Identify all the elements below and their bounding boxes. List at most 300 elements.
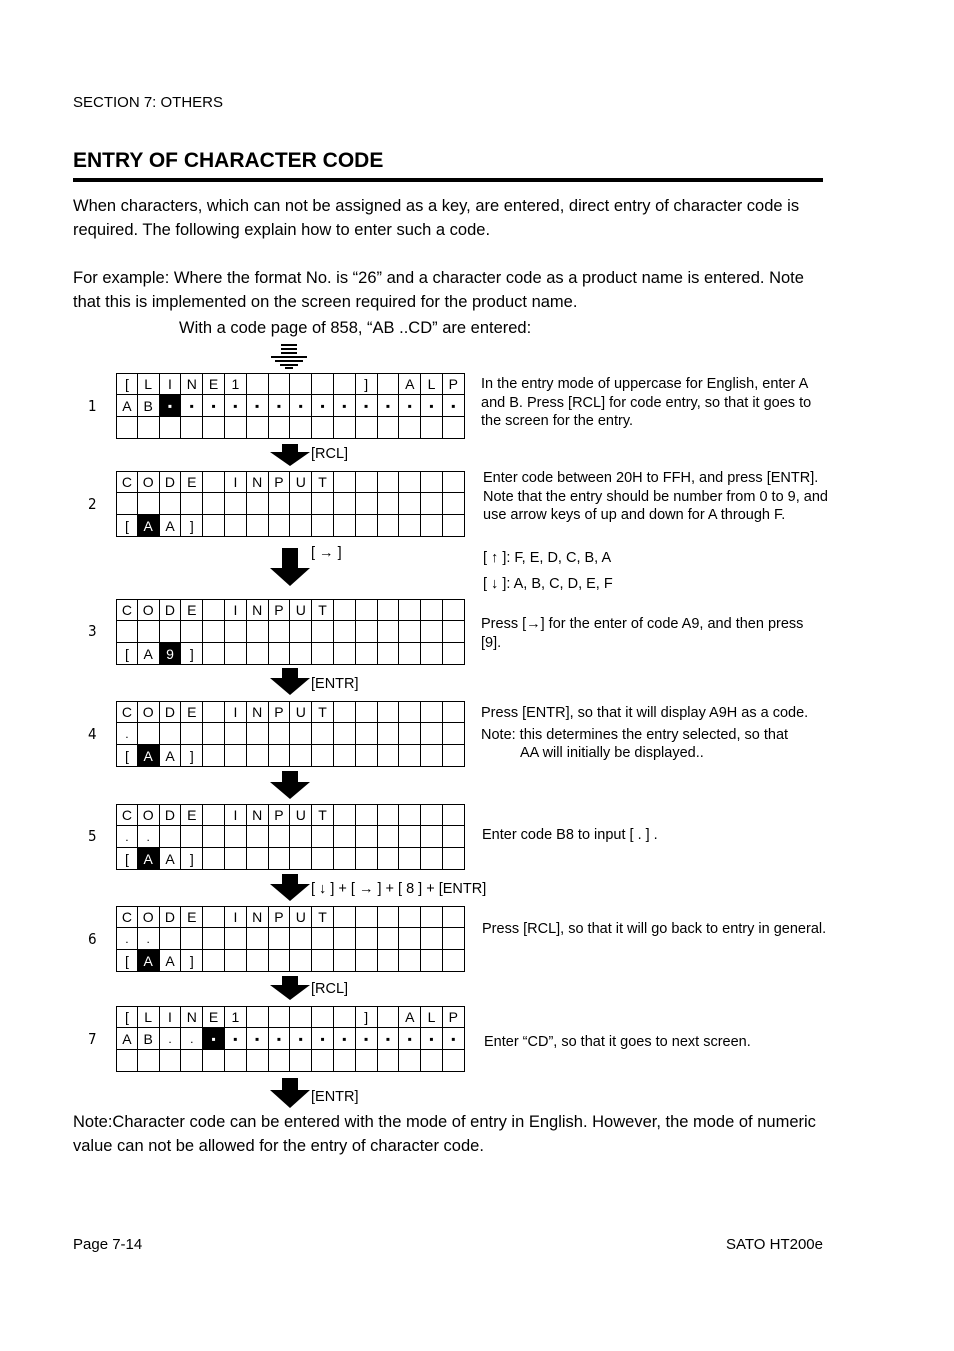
lcd-cell: E bbox=[203, 1006, 225, 1028]
lcd-cell bbox=[203, 471, 225, 493]
lcd-cell bbox=[160, 493, 182, 515]
lcd-cell bbox=[225, 745, 247, 767]
start-arrow-icon bbox=[268, 344, 310, 370]
lcd-cell bbox=[334, 471, 356, 493]
step-number-1: 1 bbox=[88, 397, 97, 415]
lcd-cell: ▪ bbox=[269, 1028, 291, 1050]
lcd-cell bbox=[421, 1050, 443, 1072]
lcd-cell bbox=[443, 906, 465, 928]
lcd-cell bbox=[356, 804, 378, 826]
lcd-cell bbox=[225, 643, 247, 665]
lcd-cell bbox=[203, 493, 225, 515]
lcd-screen-4 bbox=[116, 701, 465, 767]
lcd-cell: D bbox=[160, 471, 182, 493]
lcd-cell: ▪ bbox=[334, 1028, 356, 1050]
lcd-cell: B bbox=[138, 1028, 160, 1050]
lcd-row bbox=[116, 417, 465, 439]
lcd-cell bbox=[399, 515, 421, 537]
lcd-cell: ▪ bbox=[247, 395, 269, 417]
lcd-cell: ] bbox=[181, 515, 203, 537]
lcd-cell: P bbox=[269, 599, 291, 621]
lcd-cell bbox=[269, 621, 291, 643]
lcd-cell: ] bbox=[356, 1006, 378, 1028]
lcd-cell bbox=[312, 417, 334, 439]
lcd-cell bbox=[443, 621, 465, 643]
lcd-cell bbox=[138, 493, 160, 515]
lcd-cell bbox=[290, 723, 312, 745]
lcd-cell bbox=[160, 826, 182, 848]
lcd-cell: E bbox=[181, 471, 203, 493]
lcd-row bbox=[116, 1028, 465, 1050]
lcd-cell: D bbox=[160, 701, 182, 723]
down-arrow-icon bbox=[270, 771, 310, 799]
lcd-cell: [ bbox=[116, 515, 138, 537]
lcd-cell bbox=[160, 417, 182, 439]
lcd-cell bbox=[247, 493, 269, 515]
lcd-cell bbox=[378, 493, 400, 515]
lcd-cell bbox=[334, 804, 356, 826]
step-number-7: 7 bbox=[88, 1030, 97, 1048]
lcd-cell bbox=[378, 417, 400, 439]
lcd-cell bbox=[225, 950, 247, 972]
lcd-cell: O bbox=[138, 599, 160, 621]
lcd-cell bbox=[443, 1050, 465, 1072]
lcd-cell bbox=[269, 1006, 291, 1028]
lcd-cell bbox=[378, 826, 400, 848]
lcd-cell bbox=[312, 643, 334, 665]
lcd-cell bbox=[378, 723, 400, 745]
lcd-cell: D bbox=[160, 599, 182, 621]
lcd-row bbox=[116, 373, 465, 395]
lcd-cell bbox=[116, 493, 138, 515]
lcd-row bbox=[116, 1006, 465, 1028]
lcd-cell bbox=[378, 1050, 400, 1072]
step-number-3: 3 bbox=[88, 622, 97, 640]
lcd-cell bbox=[443, 471, 465, 493]
lcd-cell: ] bbox=[181, 848, 203, 870]
lcd-cell: I bbox=[225, 471, 247, 493]
lcd-cell bbox=[290, 621, 312, 643]
lcd-cell: U bbox=[290, 804, 312, 826]
lcd-cell bbox=[421, 906, 443, 928]
lcd-cell bbox=[399, 417, 421, 439]
lcd-cell bbox=[225, 1050, 247, 1072]
lcd-row bbox=[116, 621, 465, 643]
lcd-cell: I bbox=[160, 1006, 182, 1028]
lcd-cell bbox=[160, 723, 182, 745]
lcd-cell: P bbox=[269, 804, 291, 826]
lcd-cell bbox=[356, 599, 378, 621]
lcd-cell bbox=[181, 723, 203, 745]
down-key-sequence: [ ↓ ]: A, B, C, D, E, F bbox=[483, 576, 613, 592]
lcd-cell: I bbox=[225, 599, 247, 621]
lcd-cell bbox=[356, 471, 378, 493]
lcd-cell bbox=[421, 621, 443, 643]
lcd-cell bbox=[312, 928, 334, 950]
down-arrow-icon bbox=[270, 668, 310, 695]
lcd-cell bbox=[247, 1050, 269, 1072]
step-number-2: 2 bbox=[88, 495, 97, 513]
lcd-cell bbox=[399, 804, 421, 826]
lcd-cell: I bbox=[225, 906, 247, 928]
lcd-cell bbox=[334, 1006, 356, 1028]
lcd-cell: ▪ bbox=[334, 395, 356, 417]
lcd-cell: [ bbox=[116, 1006, 138, 1028]
lcd-cell bbox=[378, 950, 400, 972]
lcd-cell: T bbox=[312, 599, 334, 621]
lcd-cell bbox=[399, 1050, 421, 1072]
down-arrow-icon bbox=[270, 444, 310, 466]
lcd-row bbox=[116, 826, 465, 848]
lcd-cell: ▪ bbox=[290, 1028, 312, 1050]
lcd-cell bbox=[399, 906, 421, 928]
lcd-cell bbox=[356, 848, 378, 870]
lcd-cell bbox=[312, 723, 334, 745]
lcd-row bbox=[116, 950, 465, 972]
lcd-cell: . bbox=[116, 723, 138, 745]
lcd-cell bbox=[203, 745, 225, 767]
lcd-cell: ▪ bbox=[203, 395, 225, 417]
lcd-row bbox=[116, 804, 465, 826]
lcd-cell: ▪ bbox=[421, 1028, 443, 1050]
down-arrow-icon bbox=[270, 976, 310, 1000]
lcd-cell: . bbox=[138, 928, 160, 950]
lcd-cell bbox=[247, 1006, 269, 1028]
lcd-cell bbox=[290, 373, 312, 395]
lcd-cell bbox=[269, 493, 291, 515]
lcd-cell bbox=[312, 950, 334, 972]
lcd-cell bbox=[225, 417, 247, 439]
lcd-cell bbox=[116, 417, 138, 439]
lcd-cell bbox=[334, 643, 356, 665]
lcd-cell bbox=[356, 826, 378, 848]
lcd-cell: A bbox=[138, 515, 160, 537]
step-number-6: 6 bbox=[88, 930, 97, 948]
lcd-cell: C bbox=[116, 906, 138, 928]
lcd-cell bbox=[203, 826, 225, 848]
page-number: Page 7-14 bbox=[73, 1236, 143, 1253]
closing-note: Note:Character code can be entered with the mode of entry in English. However, the mode of numeric value can not be allowed for the entry of character code. bbox=[73, 1113, 816, 1155]
lcd-cell bbox=[356, 928, 378, 950]
lcd-cell: [ bbox=[116, 643, 138, 665]
lcd-cell bbox=[269, 723, 291, 745]
lcd-cell bbox=[356, 493, 378, 515]
lcd-cell: E bbox=[181, 906, 203, 928]
lcd-cell bbox=[203, 906, 225, 928]
lcd-cell bbox=[312, 373, 334, 395]
lcd-cell: E bbox=[203, 373, 225, 395]
lcd-cell bbox=[399, 621, 421, 643]
lcd-cell bbox=[247, 745, 269, 767]
step-note-4: Note: this determines the entry selected, so that bbox=[481, 727, 789, 743]
lcd-cell: ▪ bbox=[225, 1028, 247, 1050]
lcd-row bbox=[116, 515, 465, 537]
lcd-cell bbox=[356, 745, 378, 767]
lcd-cell bbox=[399, 745, 421, 767]
lcd-cell bbox=[378, 804, 400, 826]
lcd-cell bbox=[334, 848, 356, 870]
lcd-row bbox=[116, 928, 465, 950]
lcd-cell bbox=[421, 493, 443, 515]
lcd-cell bbox=[138, 1050, 160, 1072]
lcd-cell bbox=[421, 643, 443, 665]
lcd-cell: ▪ bbox=[443, 395, 465, 417]
lcd-cell: ▪ bbox=[247, 1028, 269, 1050]
key-label-entr: [ENTR] bbox=[311, 676, 359, 692]
lcd-cell bbox=[334, 723, 356, 745]
intro-paragraph-2: For example: Where the format No. is “26” and a character code as a product name is entered. Note that this is implemented on the screen required for the product name. bbox=[73, 269, 804, 311]
lcd-cell: [ bbox=[116, 950, 138, 972]
lcd-cell: ] bbox=[356, 373, 378, 395]
lcd-cell: A bbox=[160, 950, 182, 972]
lcd-cell bbox=[203, 515, 225, 537]
lcd-cell bbox=[443, 848, 465, 870]
lcd-cell bbox=[334, 928, 356, 950]
lcd-cell: O bbox=[138, 471, 160, 493]
lcd-cell: C bbox=[116, 804, 138, 826]
lcd-cell: U bbox=[290, 906, 312, 928]
lcd-cell bbox=[290, 950, 312, 972]
lcd-cell: A bbox=[160, 745, 182, 767]
lcd-cell bbox=[247, 417, 269, 439]
lcd-cell bbox=[399, 723, 421, 745]
lcd-cell: C bbox=[116, 599, 138, 621]
lcd-cell bbox=[203, 928, 225, 950]
lcd-cell bbox=[290, 493, 312, 515]
lcd-cell: . bbox=[181, 1028, 203, 1050]
lcd-cell: ] bbox=[181, 950, 203, 972]
lcd-cell bbox=[443, 417, 465, 439]
lcd-cell bbox=[269, 848, 291, 870]
lcd-cell: C bbox=[116, 471, 138, 493]
lcd-cell: [ bbox=[116, 745, 138, 767]
lcd-row bbox=[116, 395, 465, 417]
lcd-cell: I bbox=[225, 701, 247, 723]
lcd-cell bbox=[290, 745, 312, 767]
lcd-cell: ▪ bbox=[181, 395, 203, 417]
lcd-cell bbox=[399, 848, 421, 870]
lcd-cell: N bbox=[247, 599, 269, 621]
lcd-cell bbox=[225, 848, 247, 870]
lcd-cell bbox=[312, 826, 334, 848]
lcd-cell bbox=[290, 928, 312, 950]
lcd-cell bbox=[399, 493, 421, 515]
key-label-entr-2: [ENTR] bbox=[311, 1089, 359, 1105]
lcd-cell bbox=[312, 848, 334, 870]
lcd-cell bbox=[421, 723, 443, 745]
lcd-cell: E bbox=[181, 599, 203, 621]
lcd-cell: L bbox=[138, 1006, 160, 1028]
lcd-cell bbox=[181, 928, 203, 950]
lcd-cell bbox=[334, 701, 356, 723]
lcd-cell bbox=[378, 906, 400, 928]
lcd-cell bbox=[356, 723, 378, 745]
lcd-cell bbox=[334, 906, 356, 928]
lcd-cell: [ bbox=[116, 848, 138, 870]
lcd-cell bbox=[378, 848, 400, 870]
lcd-screen-5 bbox=[116, 804, 465, 870]
lcd-cell bbox=[225, 493, 247, 515]
lcd-cell: ▪ bbox=[203, 1028, 225, 1050]
lcd-cell: N bbox=[247, 701, 269, 723]
lcd-cell bbox=[421, 701, 443, 723]
lcd-cell: 9 bbox=[160, 643, 182, 665]
lcd-cell bbox=[269, 950, 291, 972]
lcd-cell bbox=[443, 643, 465, 665]
lcd-cell: C bbox=[116, 701, 138, 723]
lcd-cell: A bbox=[116, 395, 138, 417]
lcd-cell bbox=[247, 643, 269, 665]
lcd-cell: T bbox=[312, 701, 334, 723]
lcd-cell: U bbox=[290, 701, 312, 723]
lcd-cell bbox=[334, 950, 356, 972]
down-arrow-icon bbox=[270, 548, 310, 586]
lcd-cell bbox=[225, 515, 247, 537]
lcd-row bbox=[116, 643, 465, 665]
lcd-cell bbox=[225, 826, 247, 848]
lcd-cell bbox=[399, 950, 421, 972]
lcd-cell bbox=[378, 1006, 400, 1028]
lcd-cell bbox=[421, 417, 443, 439]
lcd-cell bbox=[247, 373, 269, 395]
lcd-screen-7 bbox=[116, 1006, 465, 1072]
lcd-cell bbox=[378, 928, 400, 950]
step-description-4: Press [ENTR], so that it will display A9H as a code. bbox=[481, 705, 809, 721]
lcd-cell bbox=[356, 643, 378, 665]
lcd-cell bbox=[312, 621, 334, 643]
lcd-cell: L bbox=[421, 1006, 443, 1028]
lcd-cell bbox=[312, 1050, 334, 1072]
lcd-cell bbox=[443, 723, 465, 745]
up-key-sequence: [ ↑ ]: F, E, D, C, B, A bbox=[483, 550, 612, 566]
lcd-cell bbox=[399, 471, 421, 493]
lcd-cell bbox=[443, 928, 465, 950]
lcd-cell: A bbox=[138, 745, 160, 767]
lcd-cell bbox=[334, 373, 356, 395]
lcd-cell: A bbox=[138, 848, 160, 870]
lcd-cell bbox=[290, 1050, 312, 1072]
intro-paragraph-1: When characters, which can not be assigned as a key, are entered, direct entry of character code is required. The following explain how to enter such a code. bbox=[73, 197, 800, 239]
lcd-cell bbox=[312, 1006, 334, 1028]
lcd-cell: T bbox=[312, 471, 334, 493]
lcd-cell bbox=[421, 848, 443, 870]
key-label-rcl: [RCL] bbox=[311, 446, 349, 462]
lcd-cell bbox=[312, 745, 334, 767]
lcd-cell: ▪ bbox=[378, 1028, 400, 1050]
lcd-cell bbox=[421, 826, 443, 848]
lcd-cell bbox=[399, 701, 421, 723]
lcd-cell: A bbox=[399, 373, 421, 395]
lcd-cell: ▪ bbox=[421, 395, 443, 417]
lcd-row bbox=[116, 848, 465, 870]
lcd-cell: D bbox=[160, 804, 182, 826]
key-label-sequence: [ ↓ ] + [ → ] + [ 8 ] + [ENTR] bbox=[311, 881, 487, 897]
lcd-cell bbox=[334, 493, 356, 515]
lcd-cell bbox=[334, 417, 356, 439]
lcd-cell bbox=[356, 950, 378, 972]
lcd-cell bbox=[269, 826, 291, 848]
lcd-cell: I bbox=[225, 804, 247, 826]
lcd-cell: U bbox=[290, 471, 312, 493]
lcd-cell: ▪ bbox=[312, 1028, 334, 1050]
lcd-cell bbox=[378, 471, 400, 493]
lcd-cell: N bbox=[247, 906, 269, 928]
lcd-cell bbox=[334, 1050, 356, 1072]
lcd-cell: ▪ bbox=[399, 395, 421, 417]
lcd-cell bbox=[443, 745, 465, 767]
lcd-cell: N bbox=[181, 1006, 203, 1028]
step-description-7: Enter “CD”, so that it goes to next screen. bbox=[484, 1034, 751, 1050]
lcd-cell bbox=[203, 621, 225, 643]
lcd-cell bbox=[378, 701, 400, 723]
lcd-cell bbox=[399, 599, 421, 621]
lcd-cell bbox=[290, 826, 312, 848]
lcd-cell bbox=[356, 1050, 378, 1072]
lcd-cell: . bbox=[116, 826, 138, 848]
lcd-cell: D bbox=[160, 906, 182, 928]
lcd-cell bbox=[269, 745, 291, 767]
lcd-cell bbox=[203, 701, 225, 723]
lcd-row bbox=[116, 471, 465, 493]
lcd-cell: ▪ bbox=[225, 395, 247, 417]
lcd-cell bbox=[247, 826, 269, 848]
lcd-screen-3 bbox=[116, 599, 465, 665]
lcd-cell bbox=[247, 723, 269, 745]
lcd-cell bbox=[443, 515, 465, 537]
lcd-cell bbox=[421, 928, 443, 950]
down-arrow-icon bbox=[270, 874, 310, 901]
lcd-cell: P bbox=[269, 906, 291, 928]
lcd-cell bbox=[443, 701, 465, 723]
lcd-cell bbox=[138, 621, 160, 643]
lcd-cell bbox=[378, 745, 400, 767]
page-title: ENTRY OF CHARACTER CODE bbox=[73, 149, 384, 172]
lcd-cell bbox=[421, 950, 443, 972]
lcd-cell: P bbox=[269, 701, 291, 723]
key-label-right: [ → ] bbox=[311, 545, 342, 561]
lcd-cell bbox=[160, 1050, 182, 1072]
lcd-cell: ▪ bbox=[312, 395, 334, 417]
section-header: SECTION 7: OTHERS bbox=[73, 94, 224, 111]
lcd-cell: ▪ bbox=[269, 395, 291, 417]
lcd-cell bbox=[378, 643, 400, 665]
lcd-cell bbox=[443, 826, 465, 848]
lcd-cell bbox=[116, 621, 138, 643]
lcd-cell: A bbox=[138, 950, 160, 972]
lcd-cell bbox=[421, 804, 443, 826]
step-description-6: Press [RCL], so that it will go back to entry in general. bbox=[482, 921, 827, 937]
lcd-cell: ▪ bbox=[356, 395, 378, 417]
lcd-cell: O bbox=[138, 804, 160, 826]
down-arrow-icon bbox=[270, 1078, 310, 1108]
lcd-cell bbox=[247, 950, 269, 972]
lcd-cell bbox=[356, 621, 378, 643]
lcd-cell bbox=[290, 417, 312, 439]
lcd-cell bbox=[290, 848, 312, 870]
lcd-cell: B bbox=[138, 395, 160, 417]
lcd-cell bbox=[269, 417, 291, 439]
lcd-cell bbox=[356, 515, 378, 537]
lcd-cell bbox=[138, 417, 160, 439]
lcd-cell bbox=[247, 621, 269, 643]
lcd-cell bbox=[290, 515, 312, 537]
lcd-cell bbox=[399, 643, 421, 665]
lcd-cell bbox=[160, 621, 182, 643]
lcd-cell: ▪ bbox=[160, 395, 182, 417]
lcd-cell bbox=[269, 1050, 291, 1072]
lcd-cell: ▪ bbox=[356, 1028, 378, 1050]
lcd-cell bbox=[116, 1050, 138, 1072]
